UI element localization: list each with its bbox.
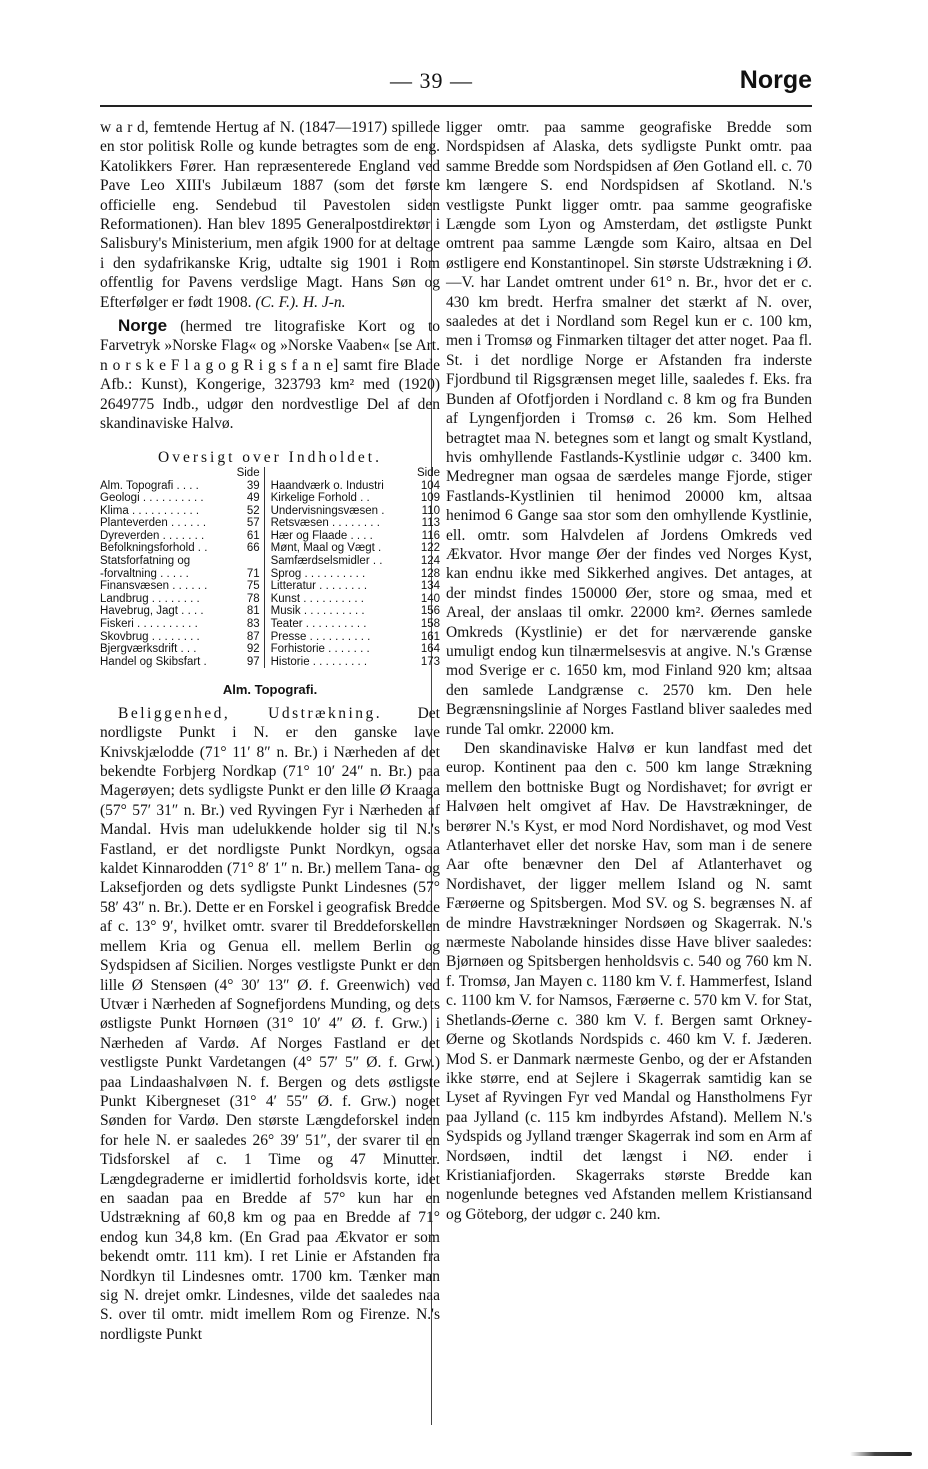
toc-page-left: 61 — [236, 530, 265, 543]
toc-row — [100, 568, 440, 581]
toc-entry-right: Kirkelige Forhold . . — [270, 492, 370, 505]
toc-entry-right: Teater . . . . . . . . . . — [270, 618, 367, 631]
toc-page-left: 57 — [236, 517, 265, 530]
toc-entry-left: Havebrug, Jagt . . . . — [100, 605, 204, 618]
header-rule — [100, 105, 812, 107]
paragraph-beliggenhed: Beliggenhed, Udstrækning. Det nordligste Punkt i N. er den ganske lave Knivskjælodde (71° 11′ 8″ n. Br.) i Nærheden af det bekendte Forbjerg Nordkap (71° 10′ 24″ n. Br.) paa Magerøyen; dets sydligste Punkt er den lille Ø Kraaga (57° 57′ 31″ n. Br.) ved Ryvingen Fyr i Nærheden af Mandal. Hvis man udelukkende holder sig til N.'s Fastland, er det nordligste Punkt Nordkyn, ogsaa kaldet Kinnarodden (71° 8′ 1″ n. Br.) mellem Tana- og Laksefjorden og dets sydligste Punkt Lindesnes (57° 58′ 43″ n. Br.). Dette er en Forskel i geografisk Bredde af c. 13° 9′, hvilket omtr. svarer til Breddeforskellen mellem Kria og Genua ell. mellem Berlin og Sydspidsen af Sicilien. Norges vestligste Punkt er den lille Ø Stensøen (4° 30′ 13″ Ø. f. Greenwich) ved Utvær i Nærheden af Sognefjordens Munding, og dets østligste Punkt Hornøen (31° 10′ 4″ Ø. f. Grw.) i Nærheden af Vardø. Af Norges Fastland er det vestligste Punkt Vardetangen (4° 57′ 5″ Ø. f. Grw.) paa Lindaashalvøen N. f. Bergen og dets østligste Punkt Kibergneset (31° 4′ 55″ Ø. f. Grw.) noget Sønden for Vardø. Den største Længdeforskel inden for hele N. er saaledes 26° 39′ 51″, der svarer til en Tidsforskel af c. 1 Time og 47 Minutter. Længdegraderne er imidlertid forholdsvis korte, idet en saadan paa en Bredde af 57° kun har en Udstrækning af 60,8 km og paa en Bredde af 71° endog kun 34,8 km. (En Grad paa Ækvator er som bekendt omtr. 111 km). I ret Linie er Afstanden fra Nordkyn til Lindesnes omtr. 1700 km. Tænker man sig N. drejet omkr. Lindesnes, vilde det saaledes naa S. over til omtr. midt imellem Rom og Firenze. N.'s nordligste Punkt — [100, 704, 441, 1343]
toc-row — [100, 517, 440, 530]
toc-entry-left: Statsforfatning og — [100, 555, 191, 568]
toc-entry-right: Hær og Flaade . . . . — [270, 529, 373, 542]
toc-page-right: 156 — [420, 605, 440, 618]
toc-entry-left: -forvaltning . . . . . — [100, 567, 189, 580]
right-column — [446, 118, 812, 1224]
toc-row — [100, 505, 440, 518]
toc-row — [100, 593, 440, 606]
toc-entry-left: Fiskeri . . . . . . . . . . — [100, 618, 198, 631]
toc-page-left: 71 — [236, 568, 265, 581]
article-signature: (C. F.). H. J-n. — [255, 293, 346, 311]
toc-page-right: 104 — [420, 479, 440, 492]
toc-page-right: 128 — [420, 567, 440, 580]
toc-title: Oversigt over Indholdet. — [158, 448, 382, 466]
toc-entry-right: Forhistorie . . . . . . . — [270, 643, 370, 656]
section-title: Alm. Topografi. — [222, 682, 318, 698]
toc-row — [100, 542, 440, 555]
paragraph-lead: Beliggenhed, Udstrækning. — [118, 704, 383, 722]
toc-page-left: 39 — [236, 480, 265, 493]
page-header — [100, 66, 812, 102]
toc-page-right: 173 — [420, 655, 440, 668]
page-number: — 39 — — [390, 68, 473, 93]
toc-row — [100, 492, 440, 505]
toc-page-left: 66 — [236, 542, 265, 555]
toc-page-right: 116 — [421, 529, 440, 542]
toc-entry-left: Geologi . . . . . . . . . . — [100, 492, 204, 505]
toc-row — [100, 618, 440, 631]
toc-row — [100, 643, 440, 656]
toc-entry-right: Mønt, Maal og Vægt . — [270, 542, 382, 555]
toc-side-label: Side — [236, 467, 265, 480]
article-headword: Norge — [118, 316, 168, 336]
toc-page-left: 92 — [236, 643, 265, 656]
toc-entry-right: Haandværk o. Industri — [270, 479, 384, 492]
toc-page-right: 124 — [420, 555, 440, 568]
paragraph-extent: ligger omtr. paa samme geografiske Bredde som Nordspidsen af Alaska, dets sydligste Punkt omtr. paa samme Bredde som Nordspidsen af Øen Gotland ell. c. 70 km længere S. end Nordspidsen af Skotland. N.'s vestligste Punkt ligger omtr. paa samme geografiske Længde som Lyon og Amsterdam, det østligste Punkt omtrent paa samme Længde som Kairo, altsaa en Del østligere end Konstantinopel. Sin største Udstrækning i Ø.—V. har Landet omtrent under 61° n. Br., hvor det er c. 430 km bredt. Herfra smalner det stærkt af N. over, saaledes at det i Nordland som Regel kun er c. 100 km, men i Tromsø og Finmarken tiltager det atter noget. Paa fl. St. i det nordlige Norge er Afstanden fra inderste Fjordbund til Rigsgrænsen meget lille, saaledes f. Eks. fra Bunden af Ofotfjorden i Nordland c. 8 km og fra Bunden af Lyngenfjorden i Tromsø c. 26 km. Som Helhed betragtet maa N. betegnes som et langt og smalt Kystland, hvis omhyllende Fastlands-Kystlinie udgør c. 3400 km. Medregner man ogsaa de særdeles mange Fjorde, stiger Fastlands-Kystlinien til henimod 20000 km, altsaa henimod 6 Gange saa stor som den omhyllende Kystlinie, ell. omtr. som Halvdelen af Jordens Omkreds ved Ækvator. Hvor mange Øer der findes ved Norges Kyst, kan endnu ikke med Sikkerhed angives. Det antages, at der mindst findes 150000 Øer, store og smaa, med et Areal, der anslaas til omkr. 22000 km². Øernes samlede Omkreds (Kystlinie) er det for nærværende ganske umuligt endog kun tilnærmelsesvis at angive. N.'s Grænse mod Sverige er c. 1650 km, mod Finland 920 km; altsaa den samlede Landgrænse c. 2570 km. Den hele Begrænsningslinie af Norges Fastland bliver saaledes med runde Tal omkr. 22000 km. — [446, 119, 812, 738]
toc-row — [100, 555, 440, 568]
toc-page-left: 75 — [236, 580, 265, 593]
toc-page-left: 97 — [236, 656, 265, 669]
toc-page-right: 110 — [421, 504, 440, 517]
toc-table — [100, 467, 440, 669]
toc-entry-left: Befolkningsforhold . . — [100, 542, 208, 555]
left-column — [100, 118, 440, 1344]
toc-entry-right: Sprog . . . . . . . . . . — [270, 567, 366, 580]
toc-row — [100, 530, 440, 543]
toc-page-left: 87 — [236, 631, 265, 644]
toc-row — [100, 480, 440, 493]
toc-entry-right: Samfærdselsmidler . . — [270, 555, 383, 568]
toc-entry-right: Historie . . . . . . . . . — [270, 655, 368, 668]
running-head: Norge — [739, 66, 812, 94]
toc-page-left: 52 — [236, 505, 265, 518]
toc-entry-left: Skovbrug . . . . . . . . — [100, 630, 200, 643]
toc-page-right: 140 — [420, 592, 440, 605]
toc-page-right: 164 — [420, 643, 440, 656]
toc-page-right: 161 — [420, 630, 440, 643]
toc-row — [100, 580, 440, 593]
toc-header-row — [100, 467, 440, 480]
toc-page-right: 158 — [420, 618, 440, 631]
toc-page-left: 78 — [236, 593, 265, 606]
toc-page-right: 109 — [420, 492, 440, 505]
toc-page-right: 122 — [420, 542, 440, 555]
toc-entry-left: Finansvæsen . . . . . . — [100, 580, 208, 593]
paragraph-halvoen: Den skandinaviske Halvø er kun landfast med det europ. Kontinent paa den c. 500 km lange Strækning mellem den bottniske Bugt og Nordishavet; for øvrigt er Halvøen helt omgivet af Hav. De Havstrækninger, de berører N.'s Kyst, er mod Nord Nordishavet, og mod Vest Atlanterhavet eller det norske Hav, som man i de senere Aar ofte benævner den Del af Atlanterhavet og Nordishavet, der ligger mellem Island og N. samt Færøerne og Spitsbergen. Mod SV. og S. begrænses N. af de mindre Havstrækninger Nordsøen og Skagerrak. N.'s nærmeste Nabolande hinsides disse Have bliver saaledes: Bjørnøen og Spitsbergen henholdsvis c. 540 og 760 km N. f. Tromsø, Jan Mayen c. 1180 km V. f. Hammerfest, Island c. 1100 km V. for Namsos, Færøerne c. 570 km V. for Stat, Shetlands-Øerne c. 380 km V. f. Bergen samt Orkney-Øerne og Skotlands Nordspids c. 460 km V. f. Jæderen. Mod S. er Danmark nærmeste Genbo, og der er Afstanden ikke større, end at Sejlere i Skagerrak samtidig kan se Lyset af Ryvingen Fyr ved Mandal og Hanstholmens Fyr paa Jylland (c. 115 km indbyrdes Afstand). Mellem N.'s Sydspids og Jylland trænger Skagerrak ind som en Arm af Nordsøen, indtil det længst i NØ. ender i Kristianiafjorden. Skagerraks største Bredde kan nogenlunde betegnes ved Afstanden mellem Kristiansand og Göteborg, der udgør c. 240 km. — [446, 740, 812, 1223]
toc-entry-right: Kunst . . . . . . . . . . — [270, 592, 364, 605]
toc-page-left: 49 — [236, 492, 265, 505]
toc-entry-right: Undervisningsvæsen . — [270, 504, 385, 517]
toc-row — [100, 605, 440, 618]
toc-page-right: 134 — [420, 580, 440, 593]
toc-page-left — [236, 555, 265, 568]
toc-entry-right: Retsvæsen . . . . . . . . — [270, 517, 380, 530]
toc-entry-left: Handel og Skibsfart . — [100, 655, 207, 668]
article-ward-continued: w a r d, femtende Hertug af N. (1847—1917) spillede en stor politisk Rolle og kunde betragtes som de eng. Katolikkers Fører. Han repræsenterede England ved Pave Leo XIII's Jubilæum 1887 (som det første officielle eng. Sendebud til Pavestolen siden Reformationen). Han blev 1895 Generalpostdirektør i Salisbury's Ministerium, men afgik 1900 for at deltage i den sydafrikanske Krig, udtalte sig 1901 i Rom offentlig for Pavens verdslige Magt. Hans Søn og Efterfølger er født 1908. (C. F.). H. J-n. — [100, 119, 440, 311]
print-smudge — [850, 1452, 912, 1456]
toc-entry-left: Landbrug . . . . . . . . — [100, 592, 200, 605]
toc-page-right: 113 — [421, 517, 440, 530]
toc-row — [100, 656, 440, 669]
toc-entry-left: Alm. Topografi . . . . — [100, 479, 199, 492]
toc-entry-left: Planteverden . . . . . . — [100, 517, 207, 530]
toc-entry-left: Dyreverden . . . . . . . — [100, 529, 205, 542]
toc-page-left: 83 — [236, 618, 265, 631]
toc-entry-left: Bjergværksdrift . . . — [100, 643, 197, 656]
toc-entry-right: Musik . . . . . . . . . . — [270, 605, 365, 618]
toc-side-label: Side — [416, 466, 440, 479]
toc-entry-right: Litteratur . . . . . . . . — [270, 580, 368, 593]
toc-row — [100, 631, 440, 644]
toc-page-left: 81 — [236, 605, 265, 618]
article-norge-intro: Norge (hermed tre litografiske Kort og to Farvetryk »Norske Flag« og »Norske Vaaben« [se Art. n o r s k e F l a g o g R i g s f a n e] samt fire Blade Afb.: Kunst), Kongerige, 323793 km² med (1920) 2649775 Indb., udgør den nordvestlige Del af den skandinaviske Halvø. — [100, 316, 441, 433]
toc-entry-left: Klima . . . . . . . . . . . — [100, 504, 200, 517]
toc-entry-right: Presse . . . . . . . . . . — [270, 630, 371, 643]
